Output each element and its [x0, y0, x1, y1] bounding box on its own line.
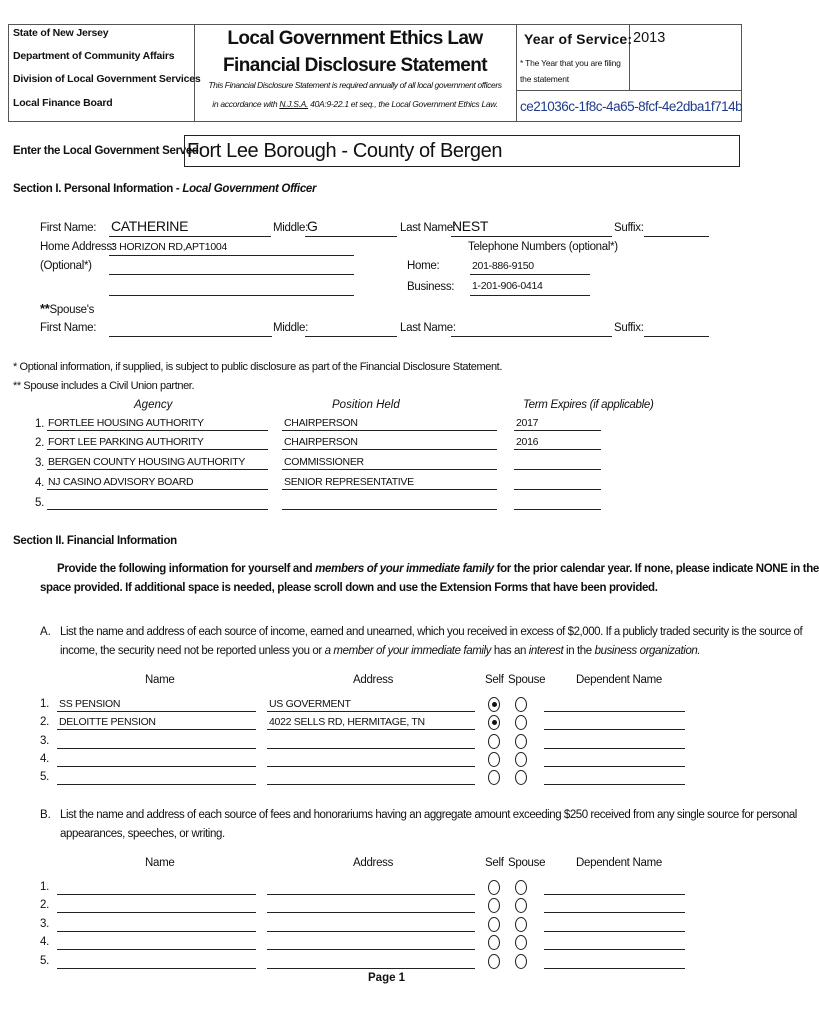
form-note-2: in accordance with N.J.S.A. 40A:9-22.1 et seq., the Local Government Ethics Law. — [212, 99, 498, 109]
term-value[interactable]: 2017 — [516, 417, 539, 429]
dependent-line — [544, 711, 685, 712]
spouse-first-line — [109, 336, 272, 337]
business-phone-label: Business: — [407, 281, 455, 293]
agency-line — [47, 509, 268, 510]
position-col-header: Position Held — [332, 399, 400, 411]
spouse-radio[interactable] — [515, 917, 527, 932]
position-value[interactable]: SENIOR REPRESENTATIVE — [284, 476, 414, 488]
middle-label: Middle: — [273, 222, 308, 234]
source-name-line — [57, 931, 256, 932]
spouse-radio[interactable] — [515, 880, 527, 895]
agency-value[interactable]: FORT LEE PARKING AUTHORITY — [48, 436, 204, 448]
home-address-line-2 — [109, 274, 354, 275]
term-col-header: Term Expires (if applicable) — [523, 399, 654, 411]
position-line — [282, 449, 497, 450]
gov-served-field[interactable] — [184, 135, 740, 167]
dependent-line — [544, 949, 685, 950]
section2-intro-1: Provide the following information for yourself and members of your immediate family for the prior calendar year. If none, please indicate NONE in the — [57, 563, 819, 575]
part-a-text-2: income, the security need not be reported unless you or a member of your immediate family has an interest in the business organization. — [60, 645, 701, 657]
income-row-number: 5. — [40, 955, 49, 967]
last-name-value[interactable]: NEST — [452, 218, 489, 234]
section2-title: Section II. Financial Information — [13, 535, 177, 547]
agency-line — [47, 430, 268, 431]
part-b-letter: B. — [40, 809, 51, 821]
source-name-line — [57, 784, 256, 785]
a-spouse-header: Spouse — [508, 674, 546, 686]
section2-intro-2: space provided. If additional space is needed, please scroll down and use the Extension Forms that have been provided. — [40, 582, 658, 594]
source-name-line — [57, 766, 256, 767]
income-row-number: 3. — [40, 735, 49, 747]
section1-title: Section I. Personal Information - Local Government Officer — [13, 183, 317, 195]
term-line — [514, 489, 601, 490]
spouse-radio[interactable] — [515, 898, 527, 913]
income-row-number: 5. — [40, 771, 49, 783]
agency-line-3: Division of Local Government Services — [13, 73, 201, 85]
term-value[interactable]: 2016 — [516, 436, 539, 448]
b-name-header: Name — [145, 857, 175, 869]
suffix-label: Suffix: — [614, 222, 644, 234]
agency-value[interactable]: BERGEN COUNTY HOUSING AUTHORITY — [48, 456, 246, 468]
source-address-line — [267, 912, 475, 913]
dependent-line — [544, 729, 685, 730]
agency-line-4: Local Finance Board — [13, 97, 113, 109]
spouse-radio[interactable] — [515, 770, 527, 785]
middle-value[interactable]: G — [307, 218, 318, 234]
spouse-radio[interactable] — [515, 715, 527, 730]
home-address-line-1 — [109, 255, 354, 256]
source-name-value[interactable]: SS PENSION — [59, 698, 121, 710]
source-name-value[interactable]: DELOITTE PENSION — [59, 716, 156, 728]
income-row-number: 4. — [40, 936, 49, 948]
source-address-line — [267, 748, 475, 749]
a-address-header: Address — [353, 674, 394, 686]
source-address-line — [267, 784, 475, 785]
position-value[interactable]: CHAIRPERSON — [284, 436, 358, 448]
self-radio[interactable] — [488, 935, 500, 950]
business-phone-line — [470, 295, 590, 296]
self-radio[interactable] — [488, 898, 500, 913]
telephone-label: Telephone Numbers (optional*) — [468, 241, 618, 253]
part-a-letter: A. — [40, 626, 51, 638]
position-line — [282, 469, 497, 470]
year-note-1: * The Year that you are filing — [520, 58, 621, 68]
agency-line — [47, 469, 268, 470]
position-line — [282, 509, 497, 510]
income-row-number: 2. — [40, 716, 49, 728]
gov-served-label: Enter the Local Government Served: — [13, 145, 203, 157]
year-label: Year of Service: — [524, 31, 633, 47]
dependent-line — [544, 784, 685, 785]
year-value[interactable]: 2013 — [633, 30, 666, 46]
part-b-text-2: appearances, speeches, or writing. — [60, 828, 225, 840]
income-row-number: 4. — [40, 753, 49, 765]
home-address-value[interactable]: 3 HORIZON RD,APT1004 — [111, 241, 227, 253]
agency-line — [47, 449, 268, 450]
b-address-header: Address — [353, 857, 394, 869]
form-title-1: Local Government Ethics Law — [227, 28, 483, 49]
position-value[interactable]: CHAIRPERSON — [284, 417, 358, 429]
self-radio[interactable] — [488, 734, 500, 749]
home-phone-label: Home: — [407, 260, 440, 272]
source-address-line — [267, 711, 475, 712]
agency-col-header: Agency — [134, 399, 173, 411]
a-name-header: Name — [145, 674, 175, 686]
spouse-label-1: **Spouse's — [40, 301, 95, 316]
dependent-line — [544, 931, 685, 932]
first-name-value[interactable]: CATHERINE — [111, 218, 189, 234]
first-name-label: First Name: — [40, 222, 97, 234]
source-address-line — [267, 894, 475, 895]
a-dependent-header: Dependent Name — [576, 674, 662, 686]
position-row-number: 5. — [35, 497, 44, 509]
position-row-number: 1. — [35, 418, 44, 430]
agency-line-2: Department of Community Affairs — [13, 50, 175, 62]
spouse-radio[interactable] — [515, 954, 527, 969]
a-self-header: Self — [485, 674, 504, 686]
b-dependent-header: Dependent Name — [576, 857, 662, 869]
optional-note: * Optional information, if supplied, is subject to public disclosure as part of the Financial Disclosure Statement. — [13, 361, 502, 373]
position-line — [282, 430, 497, 431]
home-address-label: Home Address: — [40, 241, 115, 253]
self-radio[interactable] — [488, 954, 500, 969]
dependent-line — [544, 766, 685, 767]
gov-served-value: Fort Lee Borough - County of Bergen — [187, 140, 503, 162]
home-address-line-3 — [109, 295, 354, 296]
b-spouse-header: Spouse — [508, 857, 546, 869]
spouse-middle-label: Middle: — [273, 322, 308, 334]
optional-label: (Optional*) — [40, 260, 92, 272]
form-title-2: Financial Disclosure Statement — [223, 55, 487, 76]
last-name-line — [451, 236, 612, 237]
self-radio[interactable] — [488, 917, 500, 932]
self-radio[interactable] — [488, 880, 500, 895]
source-address-value[interactable]: US GOVERMENT — [269, 698, 351, 710]
source-name-line — [57, 748, 256, 749]
dependent-line — [544, 968, 685, 969]
term-line — [514, 469, 601, 470]
dependent-line — [544, 912, 685, 913]
b-self-header: Self — [485, 857, 504, 869]
income-row-number: 1. — [40, 698, 49, 710]
position-value[interactable]: COMMISSIONER — [284, 456, 364, 468]
source-name-line — [57, 949, 256, 950]
suffix-line — [644, 236, 709, 237]
source-name-line — [57, 968, 256, 969]
home-phone-line — [470, 274, 590, 275]
income-row-number: 3. — [40, 918, 49, 930]
spouse-suffix-label: Suffix: — [614, 322, 644, 334]
spouse-suffix-line — [644, 336, 709, 337]
term-line — [514, 449, 601, 450]
dependent-line — [544, 748, 685, 749]
document-id: ce21036c-1f8c-4a65-8fcf-4e2dba1f714b — [520, 99, 743, 114]
self-radio[interactable] — [488, 697, 500, 712]
position-row-number: 3. — [35, 457, 44, 469]
self-radio[interactable] — [488, 715, 500, 730]
spouse-middle-line — [305, 336, 397, 337]
source-name-line — [57, 912, 256, 913]
source-name-line — [57, 894, 256, 895]
income-row-number: 1. — [40, 881, 49, 893]
income-row-number: 2. — [40, 899, 49, 911]
agency-value[interactable]: NJ CASINO ADVISORY BOARD — [48, 476, 194, 488]
term-line — [514, 430, 601, 431]
spouse-radio[interactable] — [515, 734, 527, 749]
source-address-line — [267, 729, 475, 730]
header-divider-right — [516, 24, 517, 122]
page-number: Page 1 — [368, 972, 406, 984]
source-address-line — [267, 766, 475, 767]
spouse-last-label: Last Name: — [400, 322, 456, 334]
year-hline — [516, 90, 742, 91]
position-line — [282, 489, 497, 490]
spouse-radio[interactable] — [515, 752, 527, 767]
self-radio[interactable] — [488, 770, 500, 785]
source-name-line — [57, 729, 256, 730]
business-phone-value[interactable]: 1-201-906-0414 — [472, 280, 543, 292]
part-a-text-1: List the name and address of each source of income, earned and unearned, which you received in excess of $2,000. If a publicly traded security is the source of — [60, 626, 803, 638]
source-address-line — [267, 931, 475, 932]
agency-line — [47, 489, 268, 490]
first-name-line — [109, 236, 271, 237]
position-row-number: 4. — [35, 477, 44, 489]
spouse-last-line — [451, 336, 612, 337]
form-note-1: This Financial Disclosure Statement is required annually of all local government officers — [208, 80, 502, 90]
home-phone-value[interactable]: 201-886-9150 — [472, 260, 534, 272]
source-name-line — [57, 711, 256, 712]
position-row-number: 2. — [35, 437, 44, 449]
spouse-radio[interactable] — [515, 697, 527, 712]
term-line — [514, 509, 601, 510]
year-note-2: the statement — [520, 74, 569, 84]
self-radio[interactable] — [488, 752, 500, 767]
source-address-line — [267, 968, 475, 969]
spouse-note: ** Spouse includes a Civil Union partner. — [13, 380, 195, 392]
agency-line-1: State of New Jersey — [13, 27, 109, 39]
middle-line — [305, 236, 397, 237]
dependent-line — [544, 894, 685, 895]
part-b-text-1: List the name and address of each source of fees and honorariums having an aggregate amount exceeding $250 received from any single source for personal — [60, 809, 797, 821]
agency-value[interactable]: FORTLEE HOUSING AUTHORITY — [48, 417, 204, 429]
source-address-line — [267, 949, 475, 950]
spouse-radio[interactable] — [515, 935, 527, 950]
source-address-value[interactable]: 4022 SELLS RD, HERMITAGE, TN — [269, 716, 425, 728]
last-name-label: Last Name: — [400, 222, 456, 234]
spouse-label-2: First Name: — [40, 322, 97, 334]
